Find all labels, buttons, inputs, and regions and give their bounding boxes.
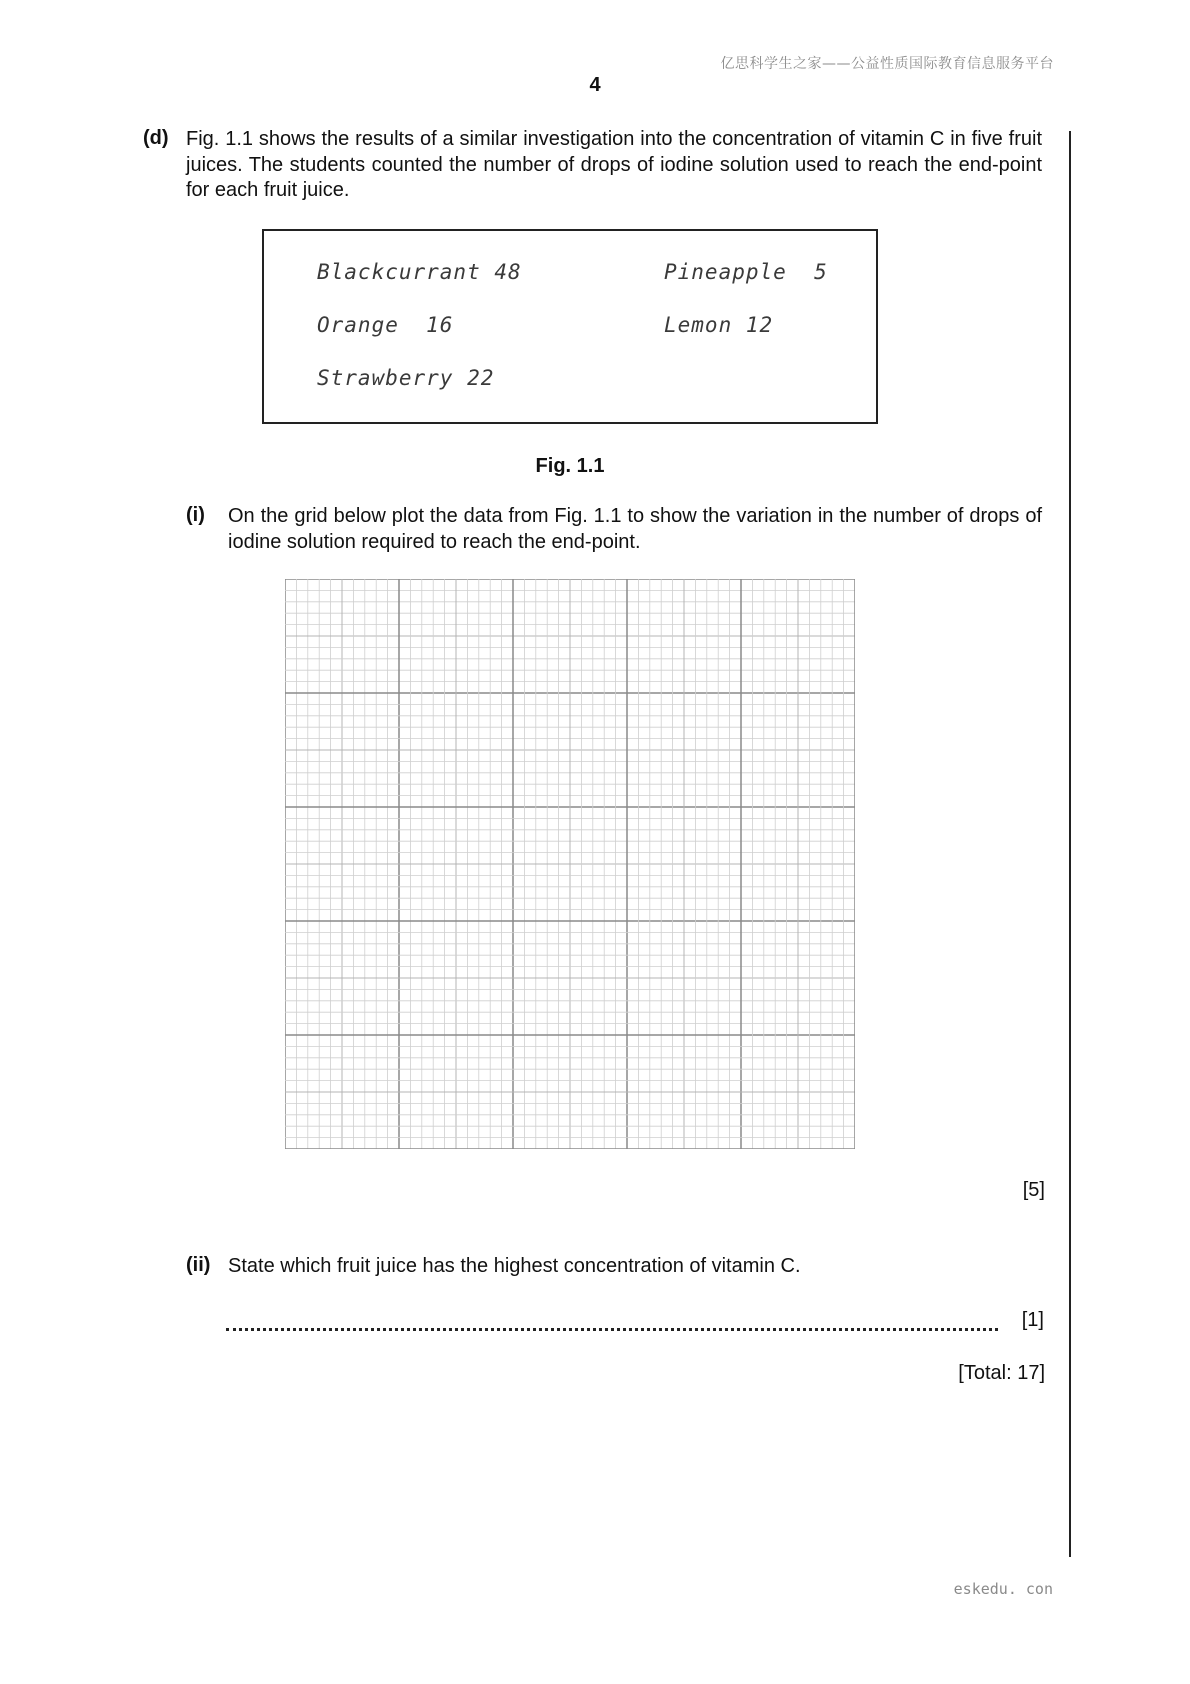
part-i-text: On the grid below plot the data from Fig. 1.1 to show the variation in the number of drops of iodine solution required to reach the end-point. (228, 505, 1042, 553)
figure-caption: Fig. 1.1 (535, 455, 605, 477)
entry-juice: Lemon (664, 313, 733, 337)
entry-strawberry (317, 366, 494, 390)
entry-juice: Orange (317, 313, 399, 337)
part-d-label: (d) (143, 127, 169, 149)
entry-juice: Pineapple (664, 260, 787, 284)
page-number: 4 (589, 74, 601, 96)
entry-drops: 12 (745, 313, 774, 337)
header-watermark-text: 亿思科学生之家——公益性质国际教育信息服务平台 (720, 56, 1054, 72)
entry-drops: 22 (467, 366, 495, 390)
part-ii-marks: [1] (1021, 1309, 1044, 1331)
entry-drops: 48 (494, 260, 522, 284)
part-i-marks: [5] (1022, 1179, 1045, 1201)
entry-juice: Strawberry (317, 366, 454, 390)
entry-blackcurrant (317, 260, 522, 284)
total-marks: [Total: 17] (958, 1362, 1045, 1384)
entry-drops: 16 (426, 313, 454, 337)
entry-orange (317, 313, 453, 337)
part-d-text: Fig. 1.1 shows the results of a similar investigation into the concentration of vitamin C in five fruit juices. The students counted the number of drops of iodine solution used to reach the end-point for each fruit juice. (186, 128, 1042, 201)
answer-line[interactable] (226, 1328, 998, 1331)
graph-paper-grid[interactable] (285, 579, 855, 1149)
footer-watermark-text: eskedu. con (953, 1580, 1053, 1598)
figure-data-box (262, 229, 878, 424)
part-ii-text: State which fruit juice has the highest concentration of vitamin C. (228, 1255, 801, 1277)
entry-drops: 5 (814, 260, 828, 284)
part-i-label: (i) (186, 504, 205, 526)
entry-juice: Blackcurrant (317, 260, 481, 284)
margin-rule (1069, 131, 1071, 1557)
entry-pineapple (664, 260, 828, 284)
part-ii-label: (ii) (186, 1254, 211, 1276)
entry-lemon (664, 313, 773, 337)
